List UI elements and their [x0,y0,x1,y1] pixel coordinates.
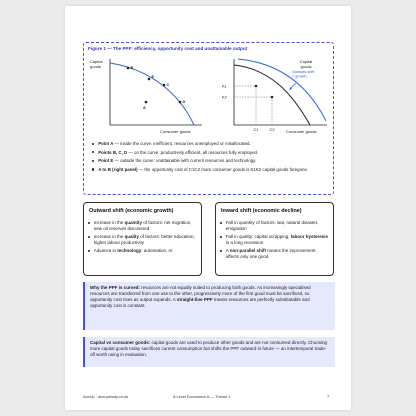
legend-item: Point E — outside the curve: unattainable with current resources and technology. [92,158,328,163]
shift-label-1: Outward shift [292,70,315,74]
note-why-curved: Why the PPF is curved: resources are not equally suited to producing both goods. As increasingly specialised resources are transferred from one use to the other, progressively more of the first good must be sacrificed, so opportunity cost rises as output expands. A straight-line PPF means resources are perfectly substitutable and opportunity cost is constant. [83,282,335,330]
footer-brand: AceUp · aceupstudy.co.uk [83,394,129,399]
point-b-label: B [130,66,134,70]
document-page [65,6,351,410]
outward-list [88,220,196,257]
left-y-label-1: Capital [90,59,103,64]
ppf-left-chart [88,55,206,137]
point-c-label: C [166,83,170,87]
figure-legend [92,141,328,175]
list-item: A non-parallel shift means the improvement affects only one good [220,248,328,259]
tick-k1: K1 [222,83,227,89]
point-d [179,101,182,104]
inward-heading: Inward shift (economic decline) [221,208,302,214]
point-d-label: D [182,100,186,104]
footer-course: A Level Economics A — Theme 1 [173,394,231,399]
list-item: Increase in the quantity of factors: net migration, new oil reserves discovered [88,220,196,231]
legend-item: Points B, C, D — on the curve: productively efficient, all resources fully employed. [92,150,328,155]
figure-box [83,42,334,195]
point-b [127,67,130,70]
tick-c1: C1 [253,127,259,132]
legend-item: A to B (right panel) — the opportunity cost of C1C2 more consumer goods is K1K2 capital goods foregone. [92,167,328,172]
right-x-label: Consumer goods [286,129,317,134]
shift-label-2: = growth [292,74,307,79]
left-y-label-2: goods [90,64,101,69]
right-y-label-1: Capital [299,59,313,64]
point-e-label: E [151,75,155,79]
note-capital-vs-consumer: Capital vs consumer goods: capital goods are used to produce other goods and are not consumed directly. Choosing more capital goods today sacrifices current consumption but shifts the PPF outward in future — an intertemporal trade-off worth using in evaluation. [83,337,335,367]
outward-shift-card [83,202,202,276]
point-a [145,101,148,104]
list-item: Increase in the quality of factors: better education, higher labour productivity [88,234,196,245]
left-ppf-curve [110,63,194,125]
right-point-a [255,85,258,88]
point-c [163,84,166,87]
list-item: Fall in quality: capital scrapping, labour hysteresis in a long recession [220,234,328,245]
figure-title: Figure 1 — The PPF: efficiency, opportunity cost and unattainable output [88,46,248,51]
outward-heading: Outward shift (economic growth) [89,208,174,214]
right-point-b [271,96,274,99]
left-x-label: Consumer goods [160,129,191,134]
footer-page-number: 7 [327,394,330,399]
tick-c2: C2 [269,127,275,132]
tick-k2: K2 [222,94,227,100]
inward-shift-card [215,202,334,276]
point-a-label: A [143,106,146,110]
right-y-label-2: goods [300,64,312,69]
list-item: Advance in technology: automation, AI [88,248,196,254]
inward-list [220,220,328,263]
legend-item: Point A — inside the curve: inefficient, resources unemployed or misallocated. [92,141,328,146]
list-item: Fall in quantity of factors: war, natural disaster, emigration [220,220,328,231]
ppf-right-chart [214,55,330,137]
point-e [148,78,151,81]
